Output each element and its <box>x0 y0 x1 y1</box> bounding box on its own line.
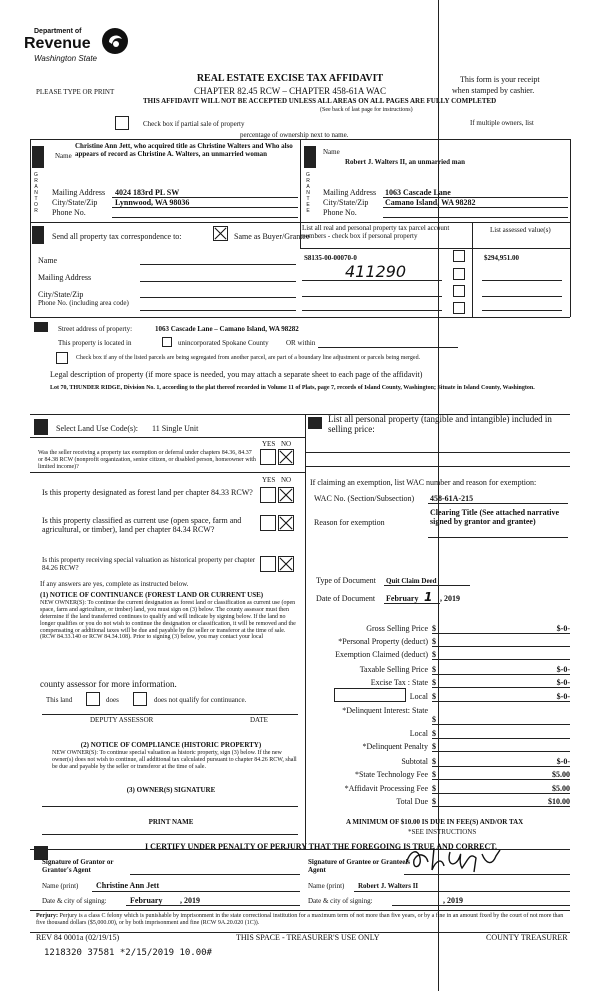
grantee-signature-mark <box>400 842 520 876</box>
form-warning: THIS AFFIDAVIT WILL NOT BE ACCEPTED UNLESS ALL AREAS ON ALL PAGES ARE FULLY COMPLETED <box>143 97 497 105</box>
no-header-2: NO <box>281 476 292 484</box>
corr-city-label: City/State/Zip <box>38 290 84 299</box>
tax-value: $5.00 <box>552 770 570 779</box>
tax-label: Gross Selling Price <box>366 624 428 633</box>
unincorporated-label: unincorporated Spokane County <box>178 339 269 347</box>
seller-phone-label: Phone No. <box>52 208 86 217</box>
assessed-header: List assessed value(s) <box>490 226 551 234</box>
street-label: Street address of property: <box>58 325 133 333</box>
buyer-name-value: Robert J. Walters II, an unmarried man <box>345 158 466 166</box>
perjury-label: Perjury: <box>36 913 58 919</box>
seller-city-label: City/State/Zip <box>52 198 98 207</box>
q-current-use: Is this property classified as current use (open space, farm and agricultural, or timber), land per chapter 84.34 RCW? <box>42 516 242 535</box>
doc-type-value: Quit Claim Deed <box>386 577 437 585</box>
tax-label: *State Technology Fee <box>354 770 428 779</box>
tax-label: Total Due <box>396 797 428 806</box>
percentage-note: percentage of ownership next to name. <box>240 131 349 139</box>
buyer-city-value: Camano Island, WA 98282 <box>385 198 476 207</box>
county-treasurer: COUNTY TREASURER <box>486 933 568 942</box>
sig-grantee-label: Signature of Grantee or Grantee's Agent <box>308 858 411 875</box>
min-fee: A MINIMUM OF $10.00 IS DUE IN FEE(S) AND/OR TAX <box>346 818 524 826</box>
grantee-name: Robert J. Walters II <box>358 882 419 890</box>
notice1-title: (1) NOTICE OF CONTINUANCE (FOREST LAND OR CURRENT USE) <box>40 591 264 599</box>
owner-signature: (3) OWNER(S) SIGNATURE <box>126 786 216 794</box>
logo-line-2: Revenue <box>24 35 91 52</box>
same-as-buyer-checkbox[interactable] <box>213 226 228 241</box>
land-use-value: 11 Single Unit <box>152 424 199 433</box>
segregated-checkbox[interactable] <box>56 352 68 364</box>
grantee-label: G R A N T E E <box>306 172 310 214</box>
grantor-name-label: Name (print) <box>42 882 79 890</box>
form-chapters: CHAPTER 82.45 RCW – CHAPTER 458-61A WAC <box>194 86 386 96</box>
current-use-no-checkbox[interactable] <box>278 515 294 531</box>
please-type: PLEASE TYPE OR PRINT <box>36 88 115 96</box>
tax-label: Subtotal <box>401 757 428 766</box>
buyer-mailing-value: 1063 Cascade Lane <box>385 188 451 197</box>
historic-no-checkbox[interactable] <box>278 556 294 572</box>
seller-name-value: Christine Ann Jett, who acquired title as Christine Walters and Who also appears of record as Christine A. Walters, an unmarried woman <box>75 142 293 159</box>
personal-property-checkbox-1[interactable] <box>453 250 465 262</box>
tax-label: *Delinquent Interest: State <box>342 706 428 715</box>
reason-label: Reason for exemption <box>314 518 385 527</box>
forest-yes-checkbox[interactable] <box>260 487 276 503</box>
correspondence-label: Send all property tax correspondence to: <box>52 232 182 241</box>
segregated-label: Check box if any of the listed parcels are being segregated from another parcel, are part of a boundary line adjustment or parcels being merged. <box>76 355 421 361</box>
tax-value: $-0- <box>556 678 570 687</box>
notice1-assessor: county assessor for more information. <box>40 679 177 689</box>
tax-value: $5.00 <box>552 784 570 793</box>
exemption-yes-checkbox[interactable] <box>260 449 276 465</box>
grantee-year: , 2019 <box>443 896 463 905</box>
perjury-text <box>36 913 571 927</box>
section-6-marker <box>308 417 322 429</box>
logo-line-3: Washington State <box>34 54 98 63</box>
corr-name-label: Name <box>38 256 58 265</box>
forest-no-checkbox[interactable] <box>278 487 294 503</box>
notice2-body: NEW OWNER(S): To continue special valuation as historic property, sign (3) below. If the new owner(s) does not wish to continue, all additional tax calculated pursuant to chapter 84.26 RCW, shall be due and payable by the seller or transferor at the time of sale. <box>52 750 297 770</box>
partial-sale-label: Check box if partial sale of property <box>143 120 245 128</box>
section-4-marker <box>34 322 48 332</box>
tax-value: $-0- <box>556 757 570 766</box>
doc-date-day: 1 <box>424 590 433 604</box>
form-title: REAL ESTATE EXCISE TAX AFFIDAVIT <box>196 73 384 84</box>
tax-label: Exemption Claimed (deduct) <box>335 650 428 659</box>
dor-logo <box>12 24 132 70</box>
form-number: REV 84 0001a (02/19/15) <box>36 933 120 942</box>
certify-text: I CERTIFY UNDER PENALTY OF PERJURY THAT THE FOREGOING IS TRUE AND CORRECT. <box>145 842 498 851</box>
notice2-title: (2) NOTICE OF COMPLIANCE (HISTORIC PROPERTY) <box>80 741 262 749</box>
located-in: This property is located in <box>58 339 132 347</box>
perjury-body: Perjury is a class C felony which is punishable by imprisonment in the state correctional institution for a maximum term of not more than five years, or by a fine in an amount fixed by the court of not more than five thousand dollars ($5,000.00), or by both imprisonment and fine (RCW 9A.20.020 (1C)). <box>36 913 564 926</box>
section-2-marker <box>304 146 316 168</box>
street-value: 1063 Cascade Lane – Camano Island, WA 98282 <box>155 325 299 333</box>
does-label: does <box>106 696 119 704</box>
q-forest: Is this property designated as forest land per chapter 84.33 RCW? <box>42 488 253 497</box>
if-yes-note: If any answers are yes, complete as instructed below. <box>40 580 189 588</box>
see-back: (See back of last page for instructions) <box>320 107 413 113</box>
doc-date-label: Date of Document <box>316 594 376 603</box>
buyer-phone-label: Phone No. <box>323 208 357 217</box>
assessed-value: $294,951.00 <box>484 254 519 262</box>
seller-mailing-value: 4024 183rd PL SW <box>115 188 180 197</box>
parcel-header: List all real and personal property tax parcel account numbers - check box if personal property <box>302 224 450 241</box>
doc-date-year: , 2019 <box>440 594 460 603</box>
doc-date-month: February <box>386 594 419 603</box>
wac-label: WAC No. (Section/Subsection) <box>314 494 415 503</box>
exemption-no-checkbox[interactable] <box>278 449 294 465</box>
personal-property-checkbox-4[interactable] <box>453 302 465 314</box>
section-5-marker <box>34 419 48 435</box>
corr-mailing-label: Mailing Address <box>38 273 92 282</box>
logo-line-1: Department of <box>34 28 82 35</box>
doc-type-label: Type of Document <box>316 576 376 585</box>
buyer-city-label: City/State/Zip <box>323 198 369 207</box>
grantee-name-label: Name (print) <box>308 882 345 890</box>
tax-label: Local <box>409 692 428 701</box>
multiple-owners: If multiple owners, list <box>470 119 534 127</box>
cashier-stamp: 1218320 37581 *2/15/2019 10.00# <box>44 948 212 958</box>
buyer-mailing-label: Mailing Address <box>323 188 377 197</box>
legal-value: Lot 70, THUNDER RIDGE, Division No. 1, according to the plat thereof recorded in Volume 11 of Plats, page 7, records of Island County, Washington; Situate in Island County, Washington. <box>50 385 535 391</box>
q-historic: Is this property receiving special valuation as historical property per chapter 84.26 RCW? <box>42 556 256 573</box>
tax-value: $10.00 <box>548 797 570 806</box>
receipt-line-2: when stamped by cashier. <box>452 86 535 95</box>
land-use-label: Select Land Use Code(s): <box>56 424 138 433</box>
seller-city-value: Lynnwood, WA 98036 <box>115 198 190 207</box>
does-checkbox[interactable] <box>86 692 100 706</box>
or-within: OR within <box>286 339 316 347</box>
parcel-handwritten: 411290 <box>345 262 407 281</box>
treasurer-space: THIS SPACE - TREASURER'S USE ONLY <box>236 933 380 942</box>
deputy-assessor: DEPUTY ASSESSOR <box>90 716 154 724</box>
partial-sale-checkbox[interactable] <box>115 116 129 130</box>
seller-mailing-label: Mailing Address <box>52 188 106 197</box>
unincorporated-checkbox[interactable] <box>162 337 172 347</box>
notice1-body: NEW OWNER(S): To continue the current designation as forest land or classification as current use (open space, farm and agriculture, or timber) land, you must sign on (3) below. The county assessor must then determine if the land transferred continues to qualify and will indicate by signing below. If the land no longer qualifies or you do not wish to continue the designation or classification, it will be removed and the compensating or additional taxes will be due and payable by the seller or transferor at the time of sale. (RCW 84.33.140 or RCW 84.34.108). Prior to signing (3) below, you may contact your local <box>40 600 296 641</box>
this-land: This land <box>46 696 73 704</box>
assessor-date: DATE <box>250 716 268 724</box>
tax-value: $-0- <box>556 624 570 633</box>
historic-yes-checkbox[interactable] <box>260 556 276 572</box>
dor-swirl-icon <box>100 26 130 56</box>
corr-phone-label: Phone No. (including area code) <box>38 299 129 307</box>
see-instructions: *SEE INSTRUCTIONS <box>408 828 477 836</box>
wac-intro: If claiming an exemption, list WAC number and reason for exemption: <box>310 478 537 487</box>
personal-property-checkbox-3[interactable] <box>453 285 465 297</box>
current-use-yes-checkbox[interactable] <box>260 515 276 531</box>
grantor-label: G R A N T O R <box>34 172 38 214</box>
grantor-name: Christine Ann Jett <box>96 881 160 890</box>
section-1-marker <box>32 146 44 168</box>
grantor-date-label: Date & city of signing: <box>42 897 107 905</box>
receipt-line-1: This form is your receipt <box>460 75 540 84</box>
print-name: PRINT NAME <box>148 818 194 826</box>
seller-name-label: Name <box>55 152 72 160</box>
same-as-buyer-label: Same as Buyer/Grantee <box>234 232 310 241</box>
tax-label: *Personal Property (deduct) <box>338 637 428 646</box>
grantee-date-label: Date & city of signing: <box>308 897 373 905</box>
q-exemption: Was the seller receiving a property tax exemption or deferral under chapters 84.36, 84.37 or 84.38 RCW (nonprofit organization, senior citizen, or disabled person, homeowner with limited income)? <box>38 450 256 470</box>
grantor-month: February <box>130 896 163 905</box>
reason-value: Clearing Title (See attached narrative signed by grantor and grantee) <box>430 508 560 527</box>
tax-label: Taxable Selling Price <box>359 665 428 674</box>
grantor-year: , 2019 <box>180 896 200 905</box>
legal-label: Legal description of property (if more space is needed, you may attach a separate sheet to each page of the affidavit) <box>50 370 423 379</box>
section-3-marker <box>32 226 44 244</box>
yes-header-2: YES <box>262 476 276 484</box>
tax-label: Local <box>409 729 428 738</box>
tax-value: $-0- <box>556 665 570 674</box>
tax-label: Excise Tax : State <box>370 678 428 687</box>
tax-label: *Affidavit Processing Fee <box>344 784 428 793</box>
does-not-label: does not qualify for continuance. <box>154 696 247 704</box>
tax-label: *Delinquent Penalty <box>362 742 428 751</box>
does-not-checkbox[interactable] <box>133 692 147 706</box>
parcel-number: S8135-00-00070-0 <box>304 254 357 262</box>
tax-value: $-0- <box>556 692 570 701</box>
yes-header-1: YES <box>262 440 276 448</box>
buyer-name-label: Name <box>323 148 340 156</box>
no-header-1: NO <box>281 440 292 448</box>
wac-value: 458-61A-215 <box>430 494 474 503</box>
personal-property-label: List all personal property (tangible and intangible) included in selling price: <box>328 414 552 435</box>
sig-grantor-label: Signature of Grantor or Grantor's Agent <box>42 858 114 875</box>
personal-property-checkbox-2[interactable] <box>453 268 465 280</box>
